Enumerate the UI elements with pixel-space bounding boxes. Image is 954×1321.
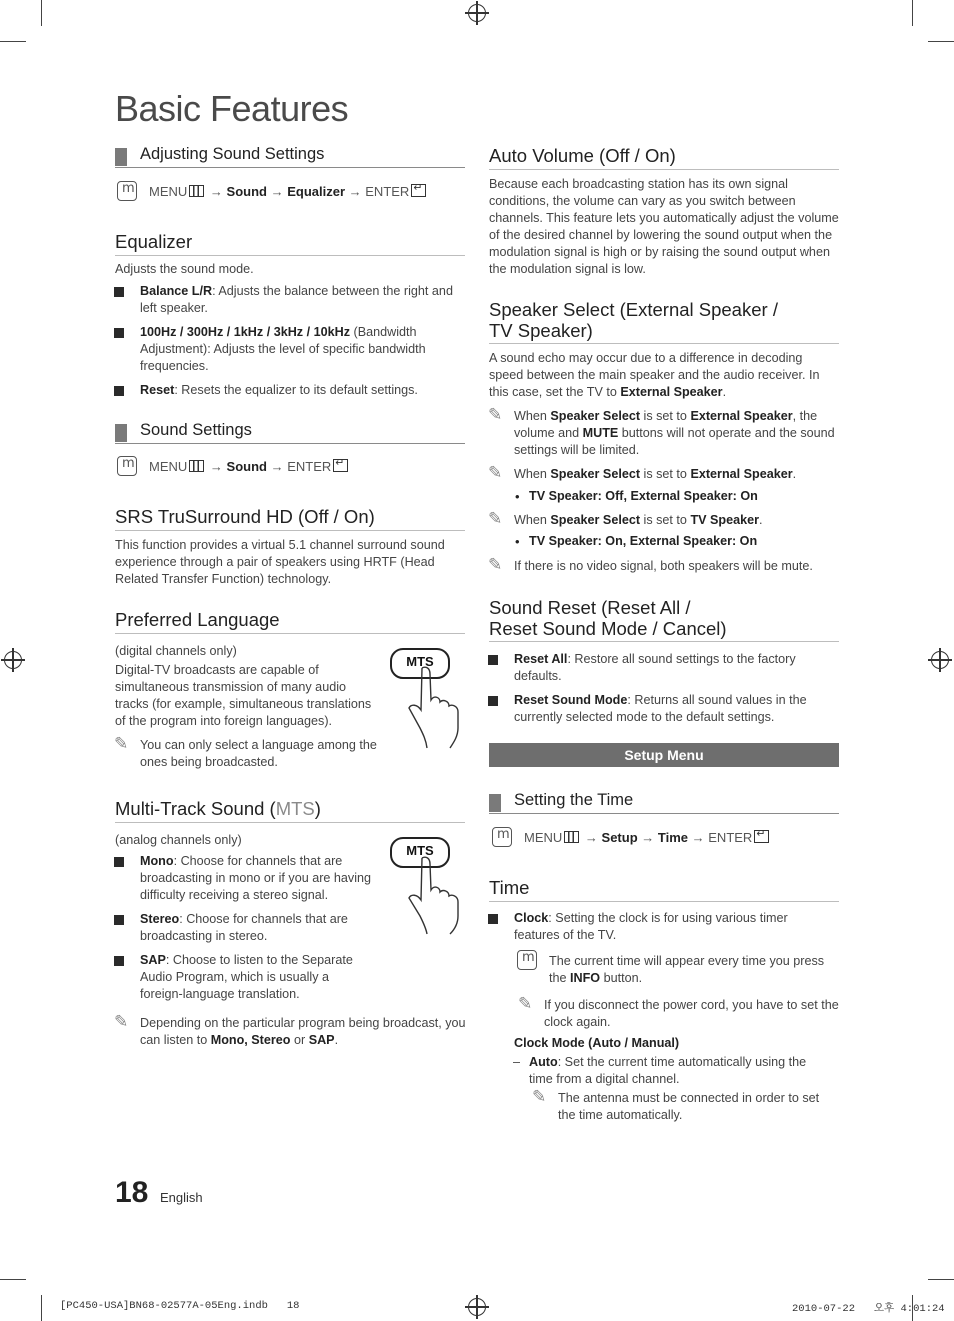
crop-mark <box>928 41 954 42</box>
menu-path <box>149 184 426 199</box>
section-heading: Adjusting Sound Settings <box>140 145 325 163</box>
enter-label: ENTER <box>365 184 410 199</box>
note: ✎ Depending on the particular program being broadcast, you can listen to Mono, Stereo or SAP. <box>114 1012 466 1047</box>
bullet-icon <box>114 328 124 338</box>
list-item: Reset Sound Mode: Returns all sound values in the currently selected mode to the default settings. <box>514 692 824 726</box>
list-item: SAP: Choose to listen to the Separate Audio Program, which is usually a foreign-language translation. <box>140 952 370 1003</box>
bullet-icon <box>114 386 124 396</box>
setup-menu-bar: Setup Menu <box>489 743 839 767</box>
arrow: → <box>584 830 598 845</box>
arrow: → <box>270 459 284 474</box>
page-number: 18 <box>115 1176 149 1209</box>
pencil-note-icon: ✎ <box>488 555 503 574</box>
preferred-language-body: Digital-TV broadcasts are capable of simultaneous transmission of many audio tracks (for example, simultaneous translations of the program into foreign languages). <box>115 663 372 728</box>
list-item: Stereo: Choose for channels that are broadcasting in stereo. <box>140 911 380 945</box>
clock-mode-heading: Clock Mode (Auto / Manual) <box>514 1036 680 1050</box>
note: ✎ When Speaker Select is set to External Speaker, the volume and MUTE buttons will not operate and the sound settings will be limited. <box>488 405 835 457</box>
mts-label: MTS <box>406 843 434 858</box>
enter-icon <box>411 184 426 197</box>
print-timestamp: 2010-07-22 오후 4:01:24 <box>792 1303 945 1315</box>
arrow: → <box>209 184 223 199</box>
section-heading: Sound Settings <box>140 421 252 439</box>
dash-bullet: – <box>513 1055 521 1069</box>
menu-label: MENU <box>149 459 188 474</box>
heading-auto-volume: Auto Volume (Off / On) <box>489 145 839 170</box>
registration-mark-icon <box>4 651 22 669</box>
registration-mark-icon <box>931 651 949 669</box>
section-adjusting-sound <box>115 145 465 168</box>
heading-srs: SRS TruSurround HD (Off / On) <box>115 506 465 531</box>
path-time: Time <box>657 830 689 845</box>
menu-grid-icon <box>189 185 204 197</box>
list-item: Mono: Choose for channels that are broadcasting in mono or if you are having difficulty receiving a stereo signal. <box>140 853 380 904</box>
menu-grid-icon <box>189 460 204 472</box>
heading-sound-reset: Sound Reset (Reset All / Reset Sound Mode / Cancel) <box>489 597 839 642</box>
bullet-icon <box>488 655 498 665</box>
pencil-note-icon: ✎ <box>488 509 503 528</box>
dot-bullet-icon: • <box>515 489 520 504</box>
menu-memo-icon <box>492 827 512 847</box>
crop-mark <box>41 1295 42 1321</box>
pencil-note-icon: ✎ <box>518 994 533 1013</box>
list-item: Clock: Setting the clock is for using various timer features of the TV. <box>514 910 814 944</box>
bullet-icon <box>114 956 124 966</box>
speaker-select-body: A sound echo may occur due to a difference in decoding speed between the main speaker and the audio receiver. In this case, set the TV to External Speaker. <box>489 351 820 399</box>
registration-mark-icon <box>468 4 486 22</box>
multitrack-sub: (analog channels only) <box>115 833 242 847</box>
dot-bullet-icon: • <box>515 534 520 549</box>
menu-memo-icon <box>517 950 537 970</box>
dot-item: • TV Speaker: On, External Speaker: On <box>515 534 758 549</box>
preferred-language-sub: (digital channels only) <box>115 644 237 658</box>
crop-mark <box>0 1279 26 1280</box>
menu-memo-icon <box>117 181 137 201</box>
auto-volume-body: Because each broadcasting station has its own signal conditions, the volume can vary as you switch between channels. This feature lets you automatically adjust the volume of the desired channel by lowering the sound output when the modulation signal is high or by raising the sound output when the modulation signal is low. <box>489 177 839 276</box>
hand-pointer-icon <box>400 660 470 750</box>
registration-mark-icon <box>468 1298 486 1316</box>
note: ✎ You can only select a language among the ones being broadcasted. <box>114 734 377 769</box>
menu-path <box>149 459 348 474</box>
crop-mark <box>41 0 42 26</box>
hand-pointer-icon <box>400 850 470 936</box>
bullet-icon <box>114 915 124 925</box>
dot-item: • TV Speaker: Off, External Speaker: On <box>515 489 758 504</box>
arrow: → <box>348 184 362 199</box>
pencil-note-icon: ✎ <box>114 1012 129 1031</box>
pencil-note-icon: ✎ <box>114 734 129 753</box>
pencil-note-icon: ✎ <box>488 405 503 424</box>
menu-label: MENU <box>149 184 188 199</box>
bullet-icon <box>114 287 124 297</box>
note: ✎ When Speaker Select is set to TV Speaker. <box>488 509 763 528</box>
note: ✎ If there is no video signal, both speakers will be mute. <box>488 555 813 574</box>
arrow: → <box>270 184 284 199</box>
arrow: → <box>691 830 705 845</box>
mts-label: MTS <box>406 654 434 669</box>
note: ✎ When Speaker Select is set to External Speaker. <box>488 463 797 482</box>
path-setup: Setup <box>601 830 638 845</box>
pencil-note-icon: ✎ <box>488 463 503 482</box>
heading-speaker-select: Speaker Select (External Speaker / TV Speaker) <box>489 299 839 344</box>
menu-label: MENU <box>524 830 563 845</box>
pencil-note-icon: ✎ <box>532 1087 547 1106</box>
bullet-icon <box>114 857 124 867</box>
menu-memo-icon <box>117 456 137 476</box>
heading-multitrack: Multi-Track Sound (MTS) <box>115 798 465 823</box>
bullet-icon <box>488 696 498 706</box>
heading-time: Time <box>489 877 839 902</box>
crop-mark <box>0 41 26 42</box>
list-item: 100Hz / 300Hz / 1kHz / 3kHz / 10kHz (Bandwidth Adjustment): Adjusts the level of specific bandwidth frequencies. <box>140 324 450 375</box>
path-equalizer: Equalizer <box>287 184 346 199</box>
menu-path <box>524 830 769 845</box>
section-heading: Setting the Time <box>514 791 634 809</box>
note: ✎ If you disconnect the power cord, you have to set the clock again. <box>518 994 839 1029</box>
crop-mark <box>928 1279 954 1280</box>
page-language: English <box>160 1190 203 1205</box>
enter-label: ENTER <box>708 830 753 845</box>
path-sound: Sound <box>226 184 267 199</box>
list-item: Reset: Resets the equalizer to its default settings. <box>140 382 466 399</box>
heading-preferred-language: Preferred Language <box>115 609 465 634</box>
enter-icon <box>333 459 348 472</box>
arrow: → <box>641 830 655 845</box>
bullet-icon <box>488 914 498 924</box>
memo-text: The current time will appear every time you press the INFO button. <box>549 954 825 985</box>
path-sound: Sound <box>226 459 267 474</box>
enter-icon <box>754 830 769 843</box>
heading-equalizer: Equalizer <box>115 231 465 256</box>
section-setting-time <box>489 791 839 814</box>
page-title: Basic Features <box>115 88 349 129</box>
equalizer-intro: Adjusts the sound mode. <box>115 262 254 276</box>
list-item: Reset All: Restore all sound settings to the factory defaults. <box>514 651 814 685</box>
menu-grid-icon <box>564 831 579 843</box>
srs-body: This function provides a virtual 5.1 channel surround sound experience through a pair of speakers using HRTF (Head Related Transfer Function) technology. <box>115 538 445 586</box>
print-file-name: [PC450-USA]BN68-02577A-05Eng.indb 18 <box>60 1300 300 1312</box>
note: ✎ The antenna must be connected in order to set the time automatically. <box>532 1087 820 1122</box>
dash-item: – Auto: Set the current time automatically using the time from a digital channel. <box>513 1055 807 1086</box>
list-item: Balance L/R: Adjusts the balance between the right and left speaker. <box>140 283 466 317</box>
enter-label: ENTER <box>287 459 332 474</box>
crop-mark <box>912 0 913 26</box>
section-sound-settings <box>115 421 465 444</box>
arrow: → <box>209 459 223 474</box>
